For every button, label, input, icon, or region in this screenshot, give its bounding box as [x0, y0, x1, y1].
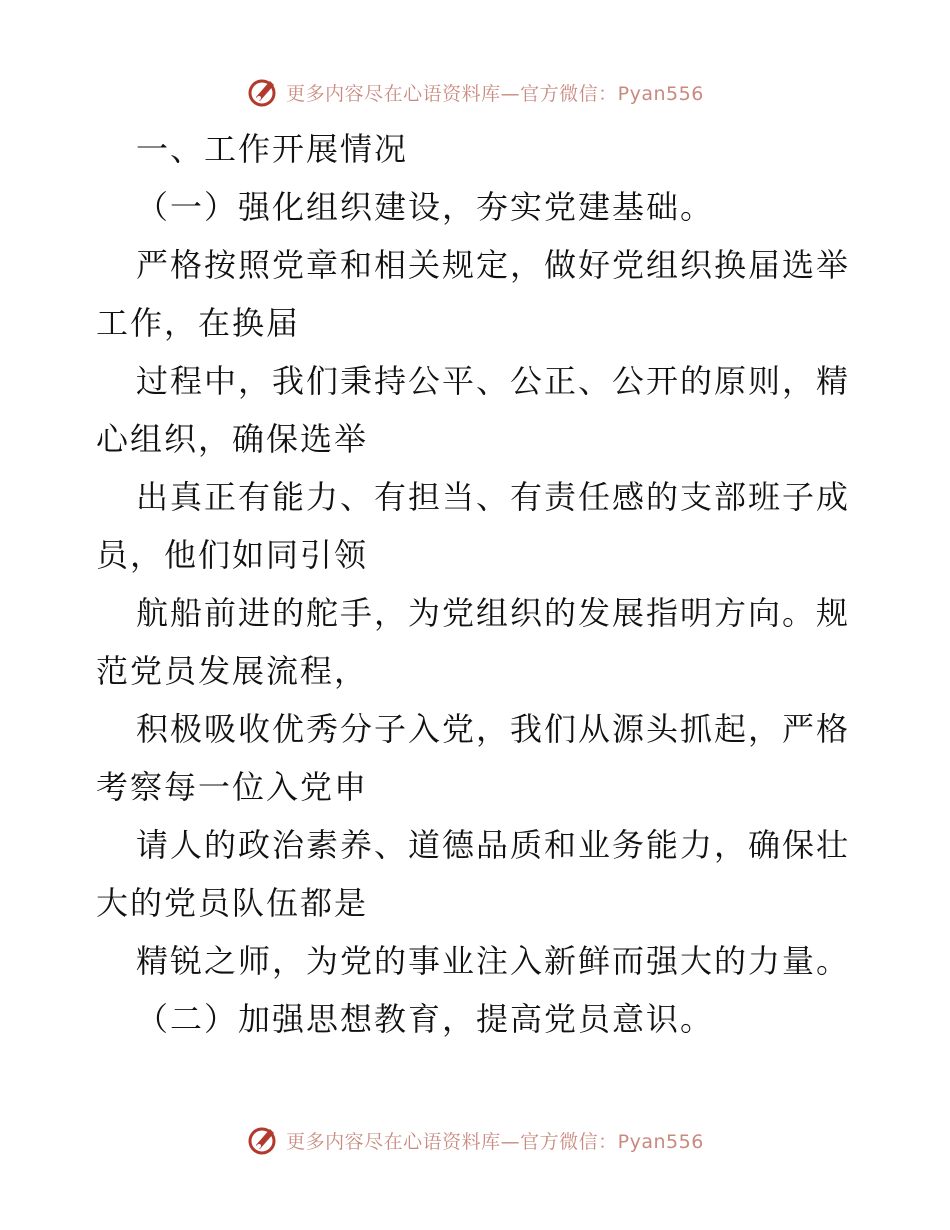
document-body — [96, 120, 856, 1048]
footer-banner-text: 更多内容尽在心语资料库—官方微信：Pyan556 — [286, 1130, 704, 1153]
paragraph-line: 精锐之师，为党的事业注入新鲜而强大的力量。 — [136, 942, 851, 980]
paragraph-line: 范党员发展流程， — [96, 652, 369, 690]
paragraph-line: 请人的政治素养、道德品质和业务能力，确保壮 — [136, 826, 851, 864]
pen-nib-logo-icon — [246, 1123, 280, 1157]
paragraph-line: 出真正有能力、有担当、有责任感的支部班子成 — [136, 478, 851, 516]
paragraph-line: 心组织，确保选举 — [96, 420, 369, 458]
paragraph-line: 工作，在换届 — [96, 304, 301, 342]
paragraph-line: 积极吸收优秀分子入党，我们从源头抓起，严格 — [136, 710, 851, 748]
paragraph-line: 航船前进的舵手，为党组织的发展指明方向。规 — [136, 594, 851, 632]
paragraph-line: 员，他们如同引领 — [96, 536, 369, 574]
paragraph-line: 考察每一位入党申 — [96, 768, 369, 806]
pen-nib-logo-icon — [246, 75, 280, 109]
paragraph-line: 严格按照党章和相关规定，做好党组织换届选举 — [136, 246, 851, 284]
section-heading: 一、工作开展情况 — [136, 130, 409, 168]
header-banner-text: 更多内容尽在心语资料库—官方微信：Pyan556 — [286, 82, 704, 105]
header-banner — [0, 72, 950, 112]
paragraph-line: 过程中，我们秉持公平、公正、公开的原则，精 — [136, 362, 851, 400]
subsection-heading: （二）加强思想教育，提高党员意识。 — [136, 1000, 715, 1038]
paragraph-line: 大的党员队伍都是 — [96, 884, 369, 922]
footer-banner — [0, 1120, 950, 1160]
subsection-heading: （一）强化组织建设，夯实党建基础。 — [136, 188, 715, 226]
